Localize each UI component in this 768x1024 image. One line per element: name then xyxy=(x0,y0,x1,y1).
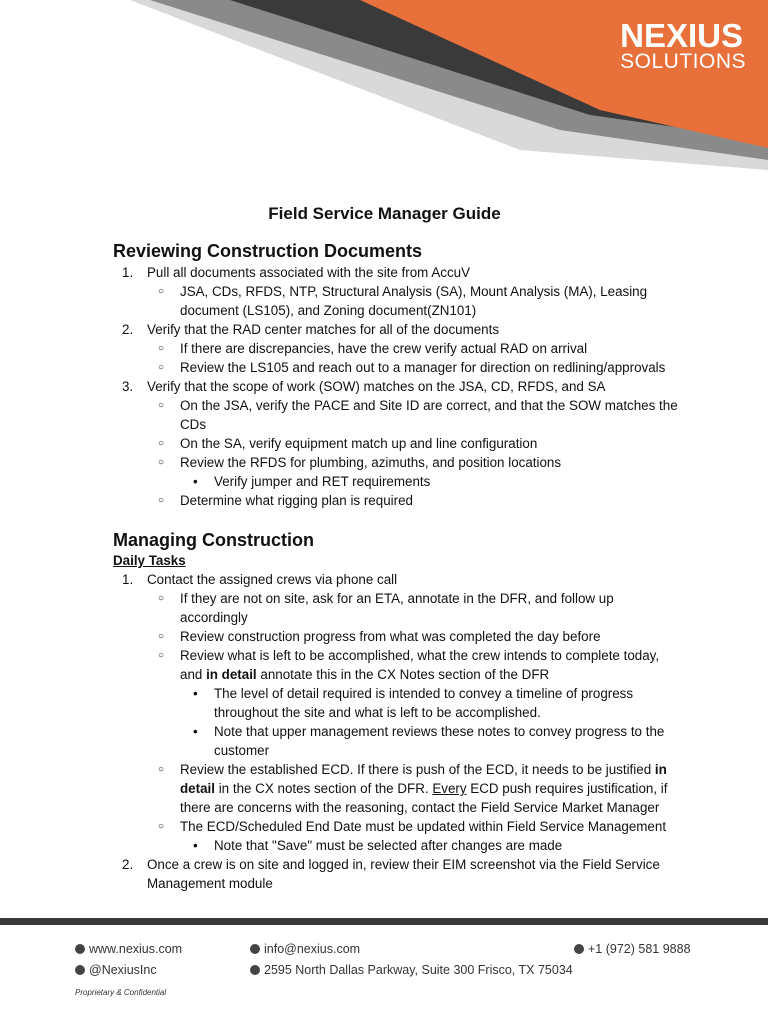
footer-email[interactable]: info@nexius.com xyxy=(250,942,360,956)
section-heading: Managing Construction xyxy=(113,530,314,550)
subheading-daily-tasks: Daily Tasks xyxy=(113,553,186,568)
list-item: ○ Review construction progress from what was completed the day before xyxy=(158,629,601,644)
list-item: 1. Pull all documents associated with the site from AccuV xyxy=(122,265,471,280)
list-item: 3. Verify that the scope of work (SOW) matches on the JSA, CD, RFDS, and SA xyxy=(122,379,606,394)
list-item: 2. Once a crew is on site and logged in, review their EIM screenshot via the Field Service xyxy=(122,857,660,872)
list-item: • Note that "Save" must be selected after changes are made xyxy=(193,838,563,853)
list-item: ○ On the JSA, verify the PACE and Site ID are correct, and that the SOW matches the xyxy=(158,398,678,413)
footer-address: 2595 North Dallas Parkway, Suite 300 Frisco, TX 75034 xyxy=(250,963,573,977)
logo-line1: NEXIUS xyxy=(620,17,744,54)
list-item: ○ On the SA, verify equipment match up and line configuration xyxy=(158,436,538,451)
list-item: ○ Review the RFDS for plumbing, azimuths, and position locations xyxy=(158,455,562,470)
list-item: ○ The ECD/Scheduled End Date must be updated within Field Service Management xyxy=(158,819,667,834)
list-item: 2. Verify that the RAD center matches for all of the documents xyxy=(122,322,500,337)
list-item: customer xyxy=(214,743,270,758)
list-item: CDs xyxy=(180,417,207,432)
logo-line2: SOLUTIONS xyxy=(620,50,746,73)
list-item: ○ JSA, CDs, RFDS, NTP, Structural Analysis (SA), Mount Analysis (MA), Leasing xyxy=(158,284,648,299)
social-icon xyxy=(75,965,85,975)
footer-divider xyxy=(0,918,768,925)
list-item: Management module xyxy=(147,876,273,891)
list-item: there are concerns with the reasoning, contact the Field Service Market Manager xyxy=(180,800,660,815)
email-icon xyxy=(250,944,260,954)
footer-website[interactable]: www.nexius.com xyxy=(75,942,182,956)
list-item: 1. Contact the assigned crews via phone call xyxy=(122,572,398,587)
list-item: ○ If there are discrepancies, have the crew verify actual RAD on arrival xyxy=(158,341,588,356)
page-footer xyxy=(0,918,768,1024)
list-item: • Verify jumper and RET requirements xyxy=(193,474,431,489)
list-item: document (LS105), and Zoning document(ZN101) xyxy=(180,303,477,318)
list-item: • The level of detail required is intended to convey a timeline of progress xyxy=(193,686,634,701)
globe-icon xyxy=(75,944,85,954)
nexius-logo xyxy=(620,17,746,73)
footer-social[interactable]: @NexiusInc xyxy=(75,963,157,977)
list-item: detail in the CX notes section of the DFR. Every ECD push requires justification, if xyxy=(180,781,668,796)
phone-icon xyxy=(574,944,584,954)
list-item: and in detail annotate this in the CX Notes section of the DFR xyxy=(180,667,550,682)
header-banner xyxy=(0,0,768,200)
list-item: ○ If they are not on site, ask for an ETA, annotate in the DFR, and follow up xyxy=(158,591,614,606)
section-reviewing xyxy=(113,239,688,510)
list-item: • Note that upper management reviews these notes to convey progress to the xyxy=(193,724,665,739)
location-icon xyxy=(250,965,260,975)
list-item: ○ Review the LS105 and reach out to a manager for direction on redlining/approvals xyxy=(158,360,666,375)
list-item: ○ Review the established ECD. If there is push of the ECD, it needs to be justified in xyxy=(158,762,667,777)
page-title: Field Service Manager Guide xyxy=(268,204,501,223)
footer-phone[interactable]: +1 (972) 581 9888 xyxy=(574,942,691,956)
confidential-note: Proprietary & Confidential xyxy=(75,988,167,997)
section-heading: Reviewing Construction Documents xyxy=(113,241,423,261)
list-item: ○ Determine what rigging plan is required xyxy=(158,493,413,508)
list-item: ○ Review what is left to be accomplished, what the crew intends to complete today, xyxy=(158,648,660,663)
list-item: throughout the site and what is left to be accomplished. xyxy=(214,705,541,720)
list-item: accordingly xyxy=(180,610,248,625)
section-managing xyxy=(113,528,688,893)
document-body xyxy=(113,198,688,893)
